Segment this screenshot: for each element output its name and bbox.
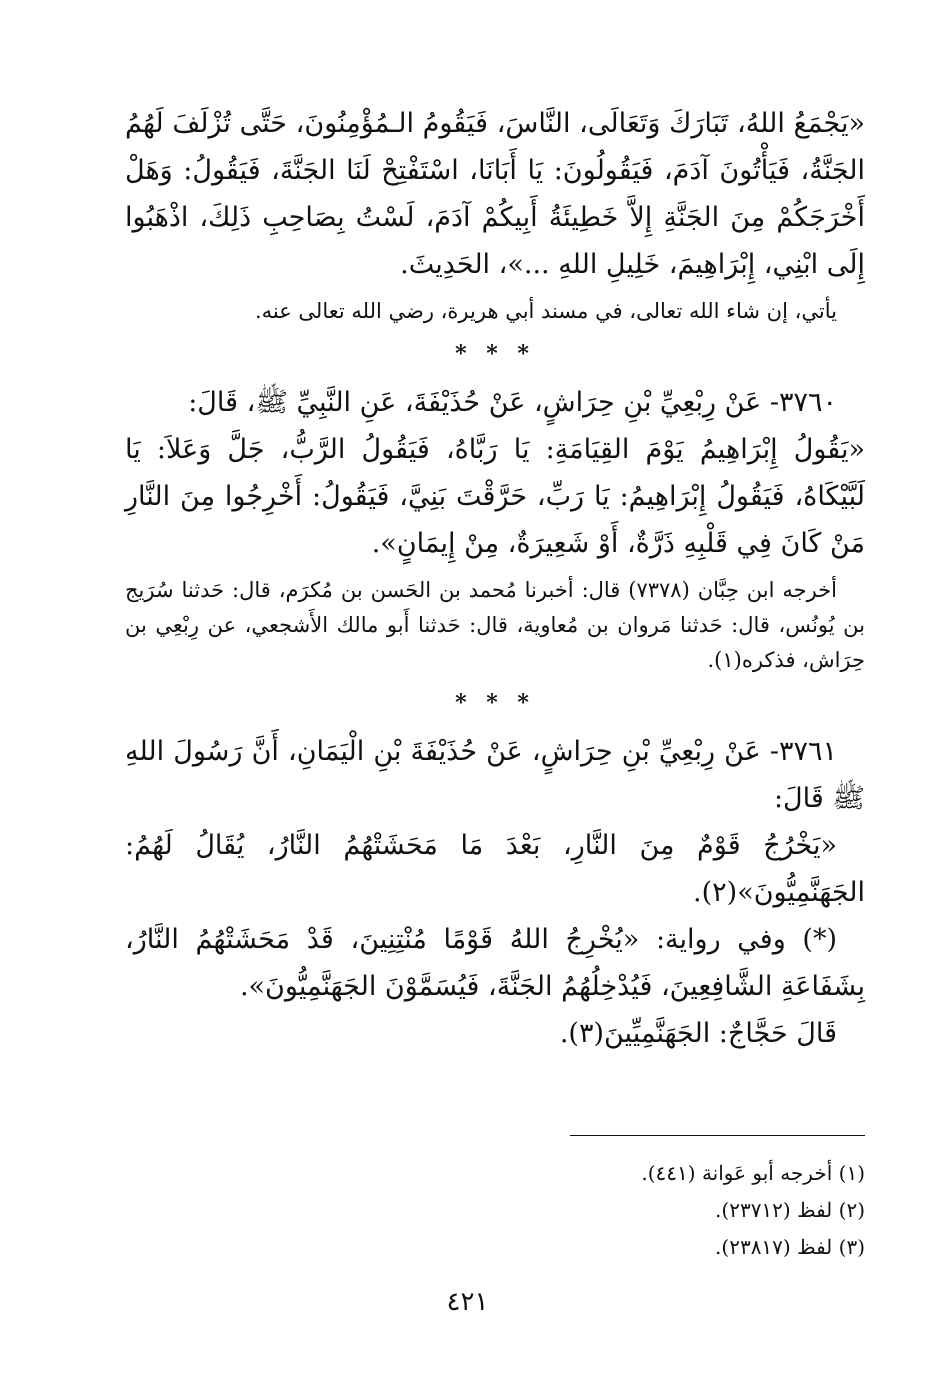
- section-separator: * * *: [455, 341, 535, 367]
- section-separator: * * *: [455, 690, 535, 716]
- footnote-3: (٣) لفظ (٢٣٨١٧).: [715, 1235, 865, 1259]
- hadith-3761-variant: (*) وفي رواية: «يُخْرِجُ اللهُ قَوْمًا مُنْتِنِينَ، قَدْ مَحَشَتْهُمُ النَّارُ، بِشَفَاعَةِ الشَّافِعِينَ، فَيُدْخِلُهُمُ الجَنَّةَ، فَيُسَمَّوْنَ الجَهَنَّمِيُّونَ».: [125, 924, 865, 1002]
- footnote-2: (٢) لفظ (٢٣٧١٢).: [715, 1198, 865, 1222]
- page-body: [125, 100, 865, 1057]
- hadith-text-intro: «يَجْمَعُ اللهُ، تَبَارَكَ وَتَعَالَى، النَّاسَ، فَيَقُومُ الـمُؤْمِنُونَ، حَتَّى تُزْلَفَ لَهُمُ الجَنَّةُ، فَيَأْتُونَ آدَمَ، فَيَقُولُونَ: يَا أَبَانَا، اسْتَفْتِحْ لَنَا الجَنَّةَ، فَيَقُولُ: وَهَلْ أَخْرَجَكُمْ مِنَ الجَنَّةِ إِلاَّ خَطِيئَةُ أَبِيكُمْ آدَمَ، لَسْتُ بِصَاحِبِ ذَلِكَ، اذْهَبُوا إِلَى ابْنِي، إِبْرَاهِيمَ، خَلِيلِ اللهِ ...»، الحَدِيثَ.: [125, 108, 865, 280]
- hadith-3760-text: «يَقُولُ إِبْرَاهِيمُ يَوْمَ القِيَامَةِ: يَا رَبَّاهُ، فَيَقُولُ الرَّبُّ، جَلَّ وَعَلاَ: يَا لَبَّيْكَاهُ، فَيَقُولُ إِبْرَاهِيمُ: يَا رَبِّ، حَرَّقْتَ بَنِيَّ، فَيَقُولُ: أَخْرِجُوا مِنَ النَّارِ مَنْ كَانَ فِي قَلْبِهِ ذَرَّةٌ، أَوْ شَعِيرَةٌ، مِنْ إِيمَانٍ».: [125, 434, 865, 559]
- hadith-3761-text: «يَخْرُجُ قَوْمٌ مِنَ النَّارِ، بَعْدَ مَا مَحَشَتْهُمُ النَّارُ، يُقَالُ لَهُمُ: الجَهَنَّمِيُّونَ»(٢).: [125, 830, 865, 908]
- footnotes: [125, 1155, 865, 1266]
- hadith-3761-chain: ٣٧٦١- عَنْ رِبْعِيِّ بْنِ حِرَاشٍ، عَنْ حُذَيْفَةَ بْنِ الْيَمَانِ، أَنَّ رَسُولَ اللهِ ﷺ قَالَ:: [125, 736, 865, 814]
- hadith-3760-takhrij: أخرجه ابن حِبَّان (٧٣٧٨) قال: أخبرنا مُحمد بن الحَسن بن مُكرَم، قال: حَدثنا سُرَيج بن يُونُس، قال: حَدثنا مَروان بن مُعاوية، قال: حَدثنا أَبو مالك الأَشجعي، عن رِبْعِي بن حِرَاش، فذكره(١).: [125, 578, 865, 672]
- hadith-3760-chain: ٣٧٦٠- عَنْ رِبْعِيِّ بْنِ حِرَاشٍ، عَنْ حُذَيْفَةَ، عَنِ النَّبِيِّ ﷺ، قَالَ:: [188, 387, 837, 418]
- cross-reference-note: يأتي، إن شاء الله تعالى، في مسند أبي هريرة، رضي الله تعالى عنه.: [254, 299, 837, 323]
- footnote-separator: [570, 1135, 865, 1136]
- footnote-1: (١) أخرجه أبو عَوانة (٤٤١).: [641, 1161, 865, 1185]
- page-number: ٤٢١: [446, 1287, 489, 1317]
- hadith-3761-note: قَالَ حَجَّاجٌ: الجَهَنَّمِيِّينَ(٣).: [559, 1018, 837, 1049]
